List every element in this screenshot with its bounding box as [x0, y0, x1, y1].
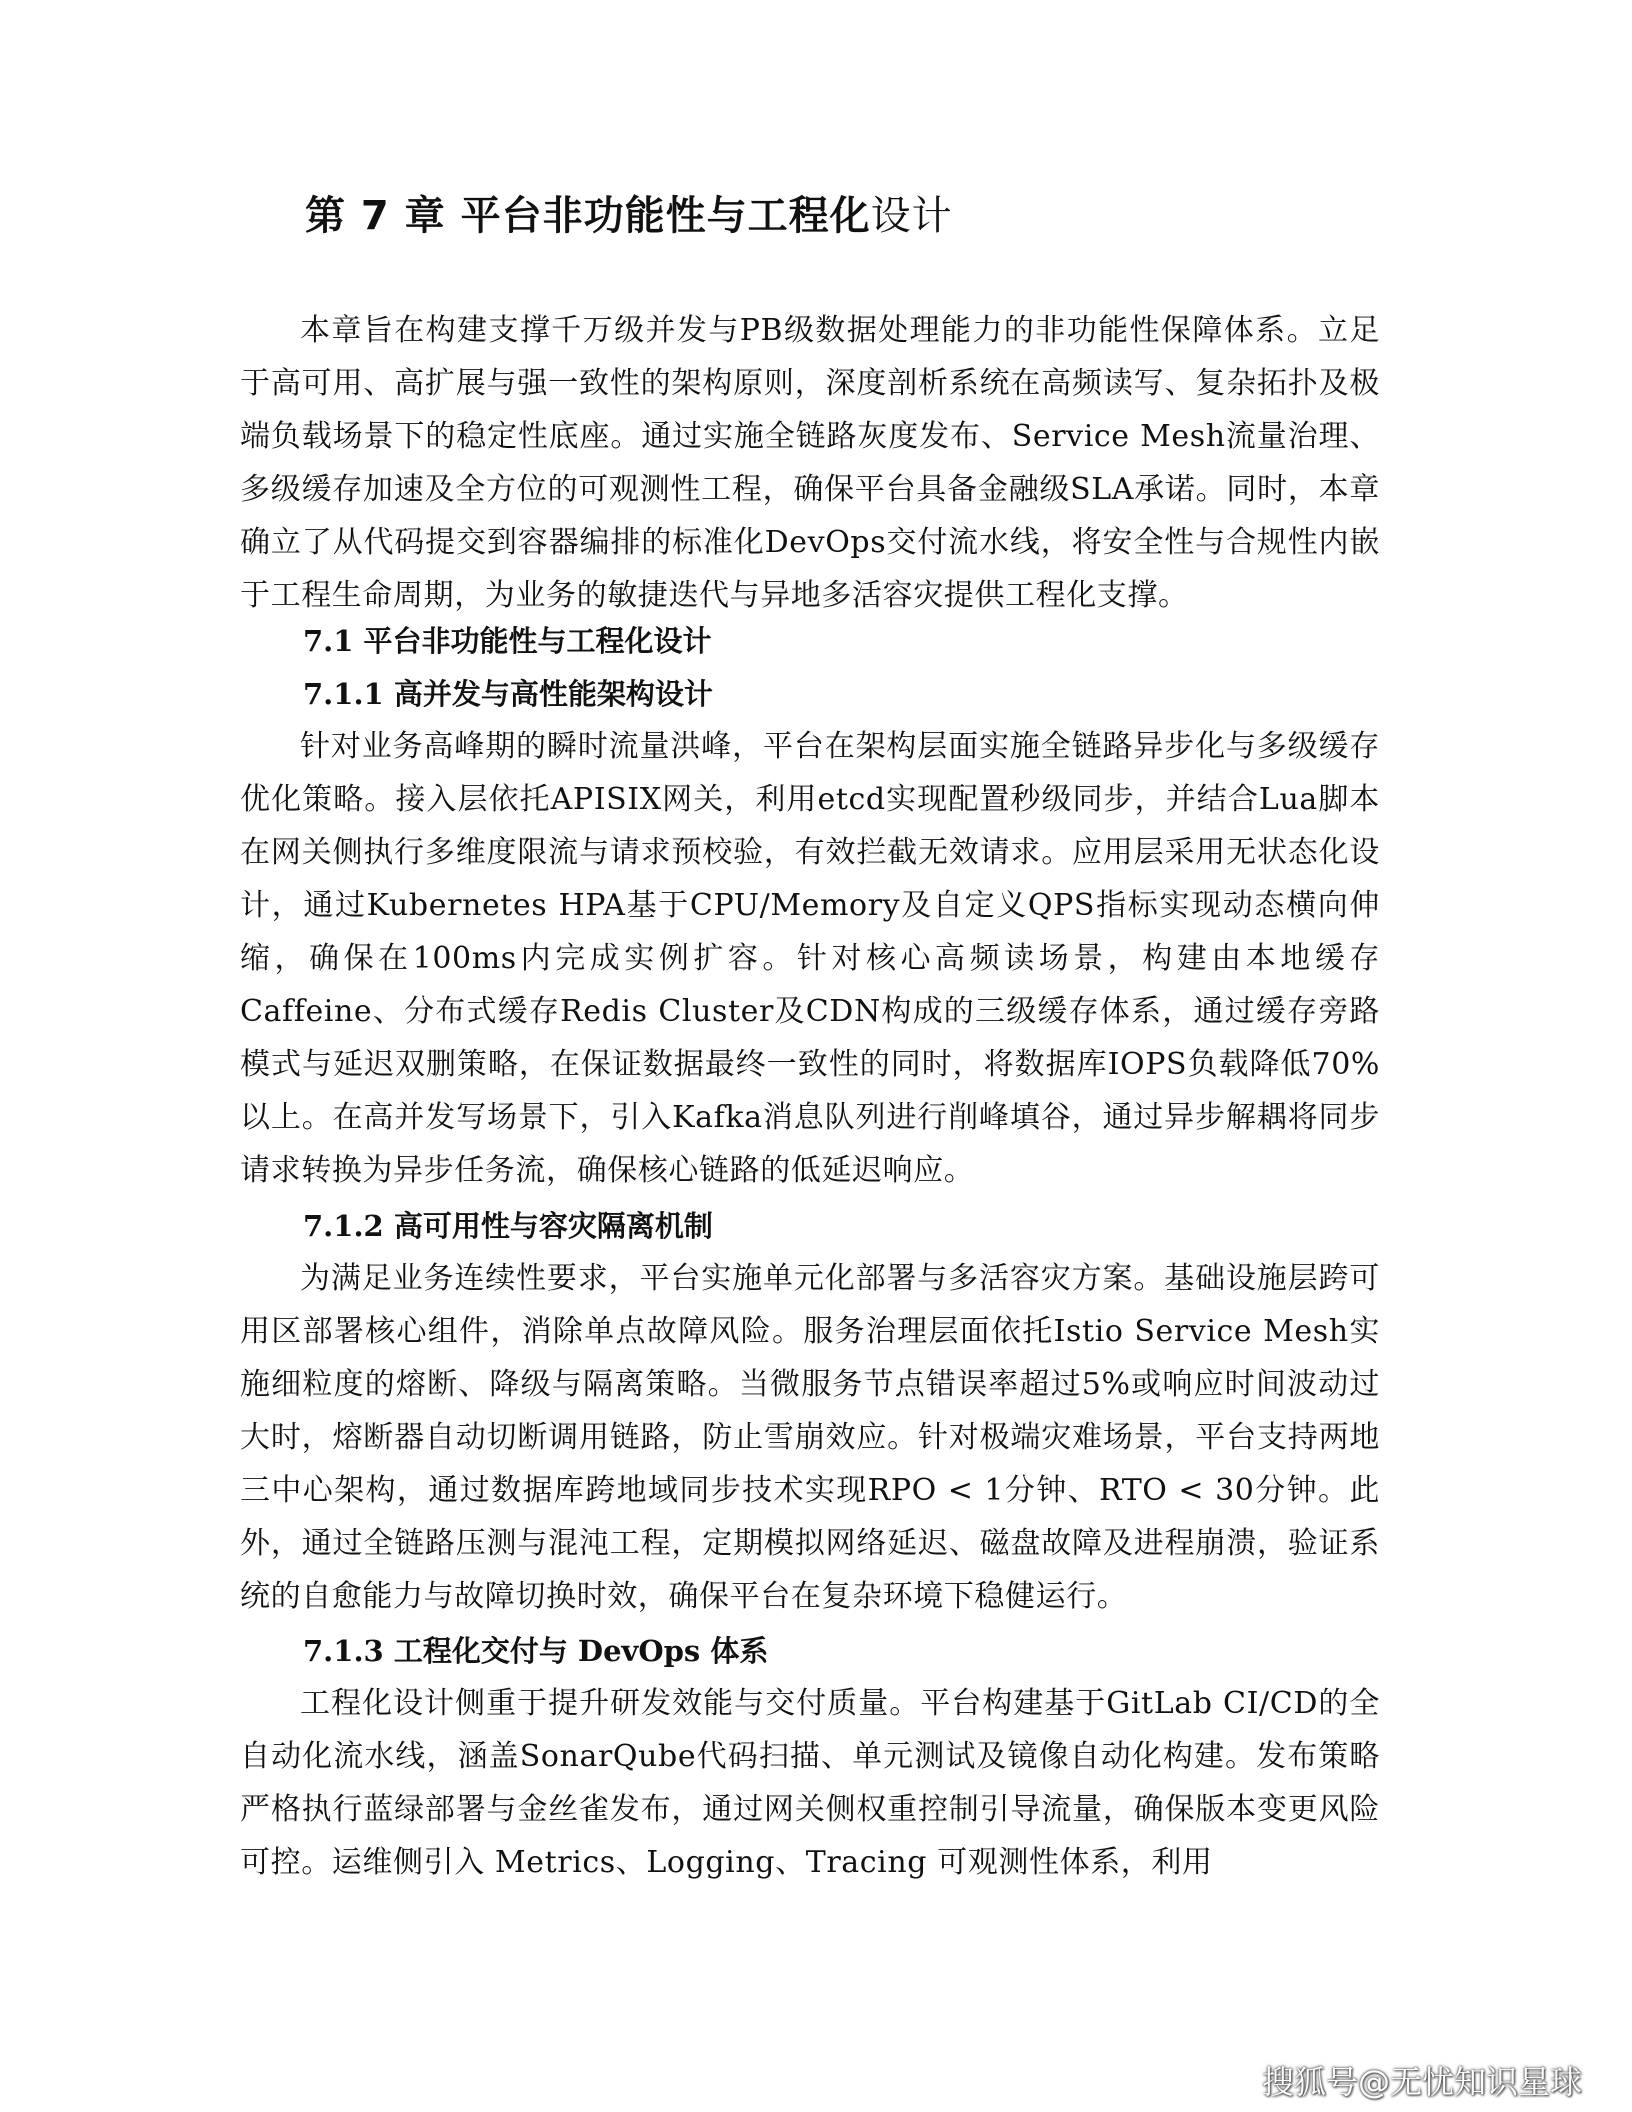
- paragraph-7-1-1: 针对业务高峰期的瞬时流量洪峰，平台在架构层面实施全链路异步化与多级缓存优化策略。接入层依托APISIX网关，利用etcd实现配置秒级同步，并结合Lua脚本在网关侧执行多维度限流与请求预校验，有效拦截无效请求。应用层采用无状态化设计，通过Kubernetes HPA基于CPU/Memory及自定义QPS指标实现动态横向伸缩，确保在100ms内完成实例扩容。针对核心高频读场景，构建由本地缓存Caffeine、分布式缓存Redis Cluster及CDN构成的三级缓存体系，通过缓存旁路模式与延迟双删策略，在保证数据最终一致性的同时，将数据库IOPS负载降低70%以上。在高并发写场景下，引入Kafka消息队列进行削峰填谷，通过异步解耦将同步请求转换为异步任务流，确保核心链路的低延迟响应。: [240, 729, 1380, 1188]
- section-heading-7-1-3: 7.1.3 工程化交付与 DevOps 体系: [303, 1634, 769, 1668]
- paragraph-7-1-3: 工程化设计侧重于提升研发效能与交付质量。平台构建基于GitLab CI/CD的全自动化流水线，涵盖SonarQube代码扫描、单元测试及镜像自动化构建。发布策略严格执行蓝绿部署与金丝雀发布，通过网关侧权重控制引导流量，确保版本变更风险可控。运维侧引入 Metrics、Logging、Tracing 可观测性体系，利用: [240, 1686, 1380, 1880]
- intro-paragraph: 本章旨在构建支撑千万级并发与PB级数据处理能力的非功能性保障体系。立足于高可用、高扩展与强一致性的架构原则，深度剖析系统在高频读写、复杂拓扑及极端负载场景下的稳定性底座。通过实施全链路灰度发布、Service Mesh流量治理、多级缓存加速及全方位的可观测性工程，确保平台具备金融级SLA承诺。同时，本章确立了从代码提交到容器编排的标准化DevOps交付流水线，将安全性与合规性内嵌于工程生命周期，为业务的敏捷迭代与异地多活容灾提供工程化支撑。: [240, 313, 1380, 613]
- chapter-title-tail: 设计: [870, 193, 953, 239]
- section-heading-7-1-2: 7.1.2 高可用性与容灾隔离机制: [303, 1209, 713, 1243]
- chapter-title: [305, 190, 953, 242]
- paragraph-7-1-2: 为满足业务连续性要求，平台实施单元化部署与多活容灾方案。基础设施层跨可用区部署核心组件，消除单点故障风险。服务治理层面依托Istio Service Mesh实施细粒度的熔断、降级与隔离策略。当微服务节点错误率超过5%或响应时间波动过大时，熔断器自动切断调用链路，防止雪崩效应。针对极端灾难场景，平台支持两地三中心架构，通过数据库跨地域同步技术实现RPO < 1分钟、RTO < 30分钟。此外，通过全链路压测与混沌工程，定期模拟网络延迟、磁盘故障及进程崩溃，验证系统的自愈能力与故障切换时效，确保平台在复杂环境下稳健运行。: [240, 1261, 1380, 1614]
- watermark: 搜狐号@无忧知识星球: [1262, 2063, 1583, 2101]
- chapter-title-main: 第 7 章 平台非功能性与工程化: [305, 193, 871, 239]
- section-heading-7-1-1: 7.1.1 高并发与高性能架构设计: [303, 677, 713, 711]
- section-heading-7-1: 7.1 平台非功能性与工程化设计: [303, 624, 712, 658]
